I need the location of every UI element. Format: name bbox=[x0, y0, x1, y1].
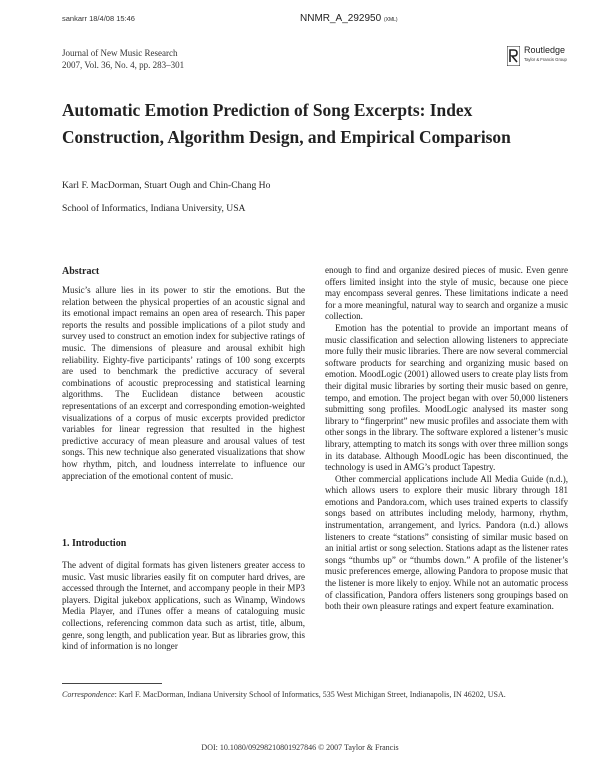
correspondence-note bbox=[62, 689, 578, 700]
publisher-logo bbox=[507, 44, 577, 70]
introduction-body bbox=[62, 560, 305, 653]
paragraph-continuation: enough to find and organize desired pieces of music. Even genre offers limited insight into the style of music, because one piece may encompass several genres. These limitations indicate a need for a more meaningful, natural way to search and organize a music collection. bbox=[325, 265, 568, 322]
paragraph-emotion: Emotion has the potential to provide an important means of music classification and selection allowing listeners to appreciate more fully their music libraries. There are now several commercial software products for searching and organizing music based on emotion. MoodLogic (2001) allowed users to create play lists from their digital music libraries by sorting their music based on genre, tempo, and emotion. The project began with over 50,000 listeners submitting song profiles. MoodLogic analysed its master song library to “fingerprint” new music profiles and associate them with other songs in the library. The software explored a listener’s music library, attempting to match its songs with over three million songs in its database. Although MoodLogic has been discontinued, the technology is used in AMG’s product Tapestry. bbox=[325, 322, 568, 473]
journal-citation: 2007, Vol. 36, No. 4, pp. 283–301 bbox=[62, 60, 185, 70]
article-title: Automatic Emotion Prediction of Song Excerpts: Index Construction, Algorithm Design, and Empirical Comparison bbox=[62, 100, 511, 147]
running-meta: sankarr 18/4/08 15:46 bbox=[62, 14, 135, 23]
manuscript-code bbox=[300, 13, 398, 24]
journal-name: Journal of New Music Research bbox=[62, 48, 178, 58]
introduction-text: The advent of digital formats has given listeners greater access to music. Vast music libraries easily fit on computer hard drives, are accessed through the Internet, and accompany people in their MP3 players. Digital jukebox applications, such as Winamp, Windows Media Player, and iTunes offer a means of cataloguing music collections, referencing common data such as artist, title, album, genre, song length, and publication year. But as libraries grow, this kind of information is no longer bbox=[62, 560, 305, 652]
article-authors: Karl F. MacDorman, Stuart Ough and Chin-Chang Ho bbox=[62, 180, 271, 191]
introduction-heading: 1. Introduction bbox=[62, 538, 127, 549]
footnote-rule bbox=[62, 683, 162, 684]
article-affiliation: School of Informatics, Indiana University, USA bbox=[62, 203, 246, 214]
doi-line: DOI: 10.1080/09298210801927846 © 2007 Taylor & Francis bbox=[201, 743, 399, 752]
abstract-body bbox=[62, 285, 305, 482]
publisher-name: Routledge bbox=[524, 45, 566, 55]
journal-info bbox=[62, 47, 184, 71]
publisher-sub: Taylor & Francis Group bbox=[524, 57, 567, 62]
correspondence-label: Correspondence bbox=[62, 690, 115, 699]
manuscript-code-suffix: (XML) bbox=[383, 17, 398, 23]
routledge-logo-icon bbox=[507, 46, 520, 66]
abstract-text: Music’s allure lies in its power to stir the emotions. But the relation between the physical properties of an acoustic signal and its emotional impact remains an open area of research. This paper reports the results and possible implications of a pilot study and survey used to construct an emotion index for subjective ratings of music. The dimensions of pleasure and arousal exhibit high reliability. Eighty-five participants’ ratings of 100 song excerpts are used to benchmark the predictive accuracy of several combinations of acoustic preprocessing and statistical learning algorithms. The Euclidean distance between acoustic representations of an excerpt and corresponding emotion-weighted visualizations of a corpus of music excerpts provided predictor variables for linear regression that resulted in the highest predictive accuracy of mean pleasure and arousal values of test songs. This new technique also generated visualizations that show how rhythm, pitch, and loudness interrelate to influence our appreciation of the emotional content of music. bbox=[62, 285, 305, 481]
right-column bbox=[325, 265, 568, 613]
paragraph-commercial-apps: Other commercial applications include All Media Guide (n.d.), which allows users to explore their music library through 181 emotions and Pandora.com, which uses trained experts to classify songs based on attributes including melody, harmony, rhythm, instrumentation, arrangement, and lyrics. Pandora (n.d.) allows listeners to create “stations” consisting of similar music based on an initial artist or song selection. Stations adapt as the listener rates songs “thumbs up” or “thumbs down.” A profile of the listener’s music preferences emerge, allowing Pandora to propose music that the listener is more likely to enjoy. While not an automatic process of classification, Pandora offers listeners song groupings based on both their own pleasure ratings and expert feature examination. bbox=[325, 473, 568, 612]
manuscript-code-text: NNMR_A_292950 bbox=[300, 13, 382, 24]
abstract-heading: Abstract bbox=[62, 266, 100, 277]
correspondence-text: : Karl F. MacDorman, Indiana University School of Informatics, 535 West Michigan Street, Indianapolis, IN 46202, USA. bbox=[114, 690, 506, 699]
